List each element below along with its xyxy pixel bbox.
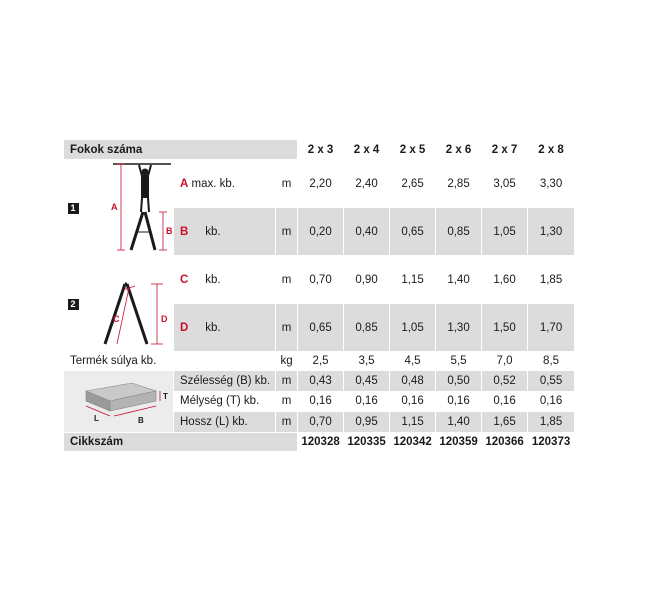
value-cell: 1,65 xyxy=(482,412,528,433)
ladder-height-diagram xyxy=(83,160,174,256)
value-cell: 0,40 xyxy=(344,208,390,256)
row-b-label xyxy=(174,208,276,256)
pack-width-row xyxy=(64,371,575,392)
value-cell: 0,95 xyxy=(344,412,390,433)
value-cell: 1,05 xyxy=(482,208,528,256)
value-cell: 0,16 xyxy=(298,391,344,412)
unit-cell: kg xyxy=(276,352,298,371)
row-a-label xyxy=(174,160,276,208)
row-c-desc: kb. xyxy=(205,273,221,286)
value-cell: 1,30 xyxy=(436,304,482,352)
row-d-desc: kb. xyxy=(205,321,221,334)
value-cell: 0,65 xyxy=(390,208,436,256)
row-a-desc: max. kb. xyxy=(191,177,235,190)
size-header: 2 x 4 xyxy=(344,140,390,160)
value-cell: 2,40 xyxy=(344,160,390,208)
value-cell: 8,5 xyxy=(528,352,575,371)
value-cell: 0,50 xyxy=(436,371,482,392)
row-d-label xyxy=(174,304,276,352)
dim-label-c: C xyxy=(113,314,120,324)
unit-cell: m xyxy=(276,412,298,433)
article-row xyxy=(64,433,575,452)
article-label: Cikkszám xyxy=(64,433,298,452)
value-cell: 0,45 xyxy=(344,371,390,392)
value-cell: 3,05 xyxy=(482,160,528,208)
ladder-spec-table xyxy=(63,139,575,452)
value-cell: 0,16 xyxy=(528,391,575,412)
letter-b: B xyxy=(180,225,189,238)
value-cell: 1,85 xyxy=(528,256,575,304)
size-header: 2 x 5 xyxy=(390,140,436,160)
value-cell: 1,70 xyxy=(528,304,575,352)
value-cell: 1,60 xyxy=(482,256,528,304)
value-cell: 0,48 xyxy=(390,371,436,392)
value-cell: 0,16 xyxy=(436,391,482,412)
size-header: 2 x 3 xyxy=(298,140,344,160)
dim-label-a: A xyxy=(111,202,118,212)
dim-label-b-pack: B xyxy=(138,416,144,425)
pack-depth-label: Mélység (T) kb. xyxy=(174,391,276,412)
value-cell: 2,65 xyxy=(390,160,436,208)
value-cell: 1,40 xyxy=(436,412,482,433)
value-cell: 4,5 xyxy=(390,352,436,371)
article-number: 120366 xyxy=(482,433,528,452)
size-header: 2 x 8 xyxy=(528,140,575,160)
package-box-diagram xyxy=(64,371,174,433)
article-number: 120328 xyxy=(298,433,344,452)
value-cell: 1,15 xyxy=(390,412,436,433)
section-badge-1: 1 xyxy=(64,160,83,256)
value-cell: 0,90 xyxy=(344,256,390,304)
value-cell: 1,15 xyxy=(390,256,436,304)
pack-length-label: Hossz (L) kb. xyxy=(174,412,276,433)
unit-cell: m xyxy=(276,256,298,304)
unit-cell: m xyxy=(276,391,298,412)
value-cell: 1,85 xyxy=(528,412,575,433)
value-cell: 1,05 xyxy=(390,304,436,352)
ladder-folded-diagram xyxy=(83,256,174,352)
value-cell: 0,43 xyxy=(298,371,344,392)
pack-width-label: Szélesség (B) kb. xyxy=(174,371,276,392)
size-header: 2 x 6 xyxy=(436,140,482,160)
value-cell: 0,16 xyxy=(390,391,436,412)
value-cell: 7,0 xyxy=(482,352,528,371)
value-cell: 2,85 xyxy=(436,160,482,208)
weight-row xyxy=(64,352,575,371)
letter-c: C xyxy=(180,273,189,286)
value-cell: 2,5 xyxy=(298,352,344,371)
value-cell: 3,30 xyxy=(528,160,575,208)
value-cell: 1,50 xyxy=(482,304,528,352)
row-a xyxy=(64,160,575,208)
value-cell: 0,85 xyxy=(344,304,390,352)
value-cell: 3,5 xyxy=(344,352,390,371)
value-cell: 0,65 xyxy=(298,304,344,352)
value-cell: 0,70 xyxy=(298,412,344,433)
weight-label: Termék súlya kb. xyxy=(64,352,276,371)
row-c xyxy=(64,256,575,304)
header-row xyxy=(64,140,575,160)
unit-cell: m xyxy=(276,208,298,256)
article-number: 120335 xyxy=(344,433,390,452)
row-c-label xyxy=(174,256,276,304)
letter-a: A xyxy=(180,177,189,190)
value-cell: 0,70 xyxy=(298,256,344,304)
value-cell: 0,20 xyxy=(298,208,344,256)
value-cell: 0,16 xyxy=(344,391,390,412)
steps-count-label: Fokok száma xyxy=(64,140,298,160)
dim-label-d: D xyxy=(161,314,168,324)
unit-cell: m xyxy=(276,371,298,392)
value-cell: 0,16 xyxy=(482,391,528,412)
dim-label-b: B xyxy=(166,226,173,236)
letter-d: D xyxy=(180,321,189,334)
unit-cell: m xyxy=(276,160,298,208)
value-cell: 0,85 xyxy=(436,208,482,256)
value-cell: 2,20 xyxy=(298,160,344,208)
section-badge-2: 2 xyxy=(64,256,83,352)
size-header: 2 x 7 xyxy=(482,140,528,160)
article-number: 120359 xyxy=(436,433,482,452)
value-cell: 1,40 xyxy=(436,256,482,304)
value-cell: 1,30 xyxy=(528,208,575,256)
article-number: 120373 xyxy=(528,433,575,452)
dim-label-t: T xyxy=(163,392,168,401)
dim-label-l: L xyxy=(94,414,99,423)
row-b-desc: kb. xyxy=(205,225,221,238)
value-cell: 0,52 xyxy=(482,371,528,392)
unit-cell: m xyxy=(276,304,298,352)
value-cell: 5,5 xyxy=(436,352,482,371)
value-cell: 0,55 xyxy=(528,371,575,392)
article-number: 120342 xyxy=(390,433,436,452)
